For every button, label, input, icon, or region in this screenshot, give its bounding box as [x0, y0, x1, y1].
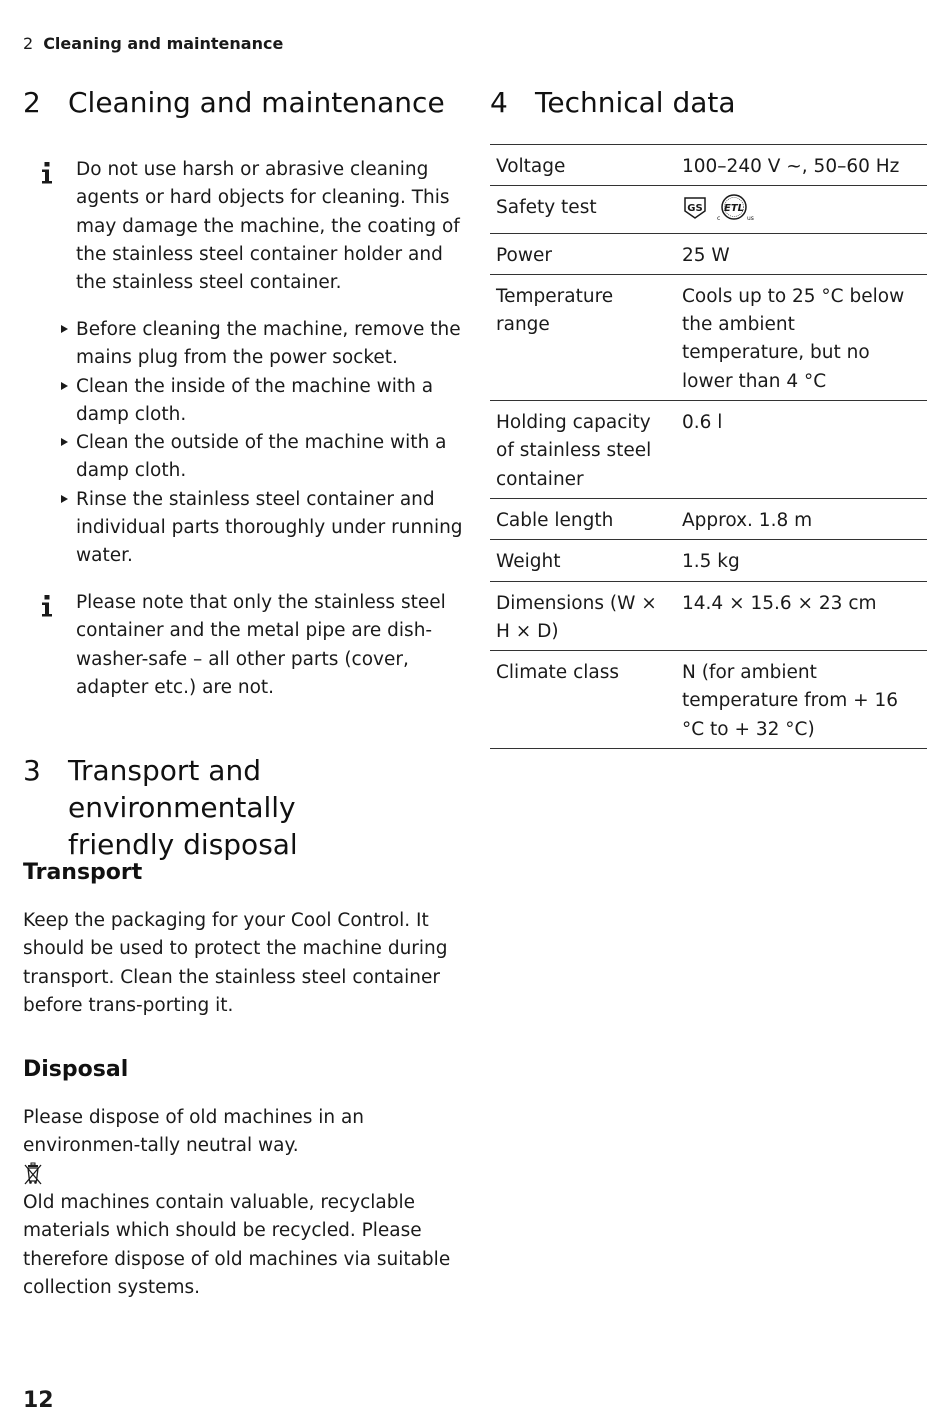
- table-row: [490, 145, 927, 186]
- table-cell-label: Temperature range: [490, 274, 676, 400]
- section-title: Cleaning and maintenance: [68, 86, 445, 119]
- triangle-bullet-icon: [23, 486, 76, 571]
- table-cell-label: Holding capacity of stainless steel container: [490, 401, 676, 499]
- triangle-bullet-icon: [23, 429, 76, 486]
- etl-mark-text: ETL: [723, 203, 745, 215]
- etl-mark-icon: [712, 194, 760, 222]
- running-header-title: Cleaning and maintenance: [43, 34, 284, 53]
- section-title-line1: Transport and environmentally: [68, 754, 296, 824]
- table-row: [490, 233, 927, 274]
- table-cell-value: 25 W: [676, 233, 927, 274]
- etl-mark-us: us: [747, 215, 754, 223]
- subheading-disposal: Disposal: [23, 1057, 129, 1082]
- disposal-paragraph-2: Old machines contain valuable, recyclable materials which should be recycled. Please therefore dispose of old machines via suitable collection systems.: [23, 1192, 451, 1298]
- table-row: [490, 581, 927, 651]
- table-row: [490, 274, 927, 400]
- list-item: [23, 429, 463, 486]
- table-cell-label: Power: [490, 233, 676, 274]
- section-heading-transport-disposal: [23, 752, 463, 863]
- table-cell-label: Climate class: [490, 651, 676, 749]
- table-cell-value: 1.5 kg: [676, 540, 927, 581]
- triangle-bullet-icon: [23, 316, 76, 373]
- table-row: [490, 498, 927, 539]
- list-item: [23, 316, 463, 373]
- disposal-paragraph-1: Please dispose of old machines in an environmen-tally neutral way.: [23, 1107, 365, 1157]
- section-heading-cleaning: [23, 84, 445, 121]
- section-number: 4: [490, 86, 508, 119]
- section-heading-technical: [490, 84, 736, 121]
- table-cell-label: Voltage: [490, 145, 676, 186]
- section-title: [68, 752, 463, 863]
- info-note-harsh-cleaning: [23, 156, 463, 297]
- table-cell-label: Cable length: [490, 498, 676, 539]
- section-number: 2: [23, 86, 41, 119]
- section-title-line2: friendly disposal: [68, 828, 298, 861]
- table-cell-value: N (for ambient temperature from + 16 °C to + 32 °C): [676, 651, 927, 749]
- table-cell-label: Safety test: [490, 186, 676, 233]
- safety-marks: [682, 194, 760, 222]
- cleaning-steps-list: [23, 316, 463, 571]
- gs-mark-icon: [682, 197, 708, 219]
- triangle-bullet-icon: [23, 373, 76, 430]
- list-item: [23, 486, 463, 571]
- etl-mark-c: c: [717, 215, 721, 223]
- table-cell-value: Approx. 1.8 m: [676, 498, 927, 539]
- running-header: [23, 34, 283, 53]
- running-header-number: 2: [23, 34, 34, 53]
- table-row: [490, 401, 927, 499]
- table-row: [490, 186, 927, 233]
- table-cell-label: Weight: [490, 540, 676, 581]
- transport-paragraph: Keep the packaging for your Cool Control. It should be used to protect the machine during transport. Clean the stainless steel container before trans-porting it.: [23, 910, 448, 1016]
- list-item-text: Clean the inside of the machine with a damp cloth.: [76, 375, 434, 425]
- table-row: [490, 651, 927, 749]
- crossed-bin-icon: [23, 1162, 43, 1190]
- info-note-text: Please note that only the stainless steel container and the metal pipe are dish-washer-safe – all other parts (cover, adapter etc.) are not.: [76, 592, 446, 698]
- table-row: [490, 540, 927, 581]
- section-title: Technical data: [535, 86, 736, 119]
- table-cell-value: Cools up to 25 °C below the ambient temperature, but no lower than 4 °C: [676, 274, 927, 400]
- technical-data-table: [490, 144, 927, 749]
- list-item-text: Clean the outside of the machine with a damp cloth.: [76, 432, 447, 482]
- table-cell-label: Dimensions (W × H × D): [490, 581, 676, 651]
- table-cell-value: 14.4 × 15.6 × 23 cm: [676, 581, 927, 651]
- gs-mark-text: GS: [687, 203, 703, 215]
- table-cell-value: 0.6 l: [676, 401, 927, 499]
- info-note-text: Do not use harsh or abrasive cleaning agents or hard objects for cleaning. This may damage the machine, the coating of the stainless steel container holder and the stainless steel container.: [76, 159, 460, 294]
- table-cell-value: [676, 186, 927, 233]
- info-icon: [23, 156, 76, 297]
- table-cell-value: 100–240 V ~, 50–60 Hz: [676, 145, 927, 186]
- list-item: [23, 373, 463, 430]
- subheading-transport: Transport: [23, 860, 143, 885]
- info-icon: [23, 589, 76, 702]
- section-number: 3: [23, 754, 41, 787]
- page-number: 12: [23, 1388, 54, 1413]
- list-item-text: Before cleaning the machine, remove the mains plug from the power socket.: [76, 319, 461, 369]
- info-note-dishwasher: [23, 589, 463, 702]
- list-item-text: Rinse the stainless steel container and individual parts thoroughly under running water.: [76, 488, 463, 567]
